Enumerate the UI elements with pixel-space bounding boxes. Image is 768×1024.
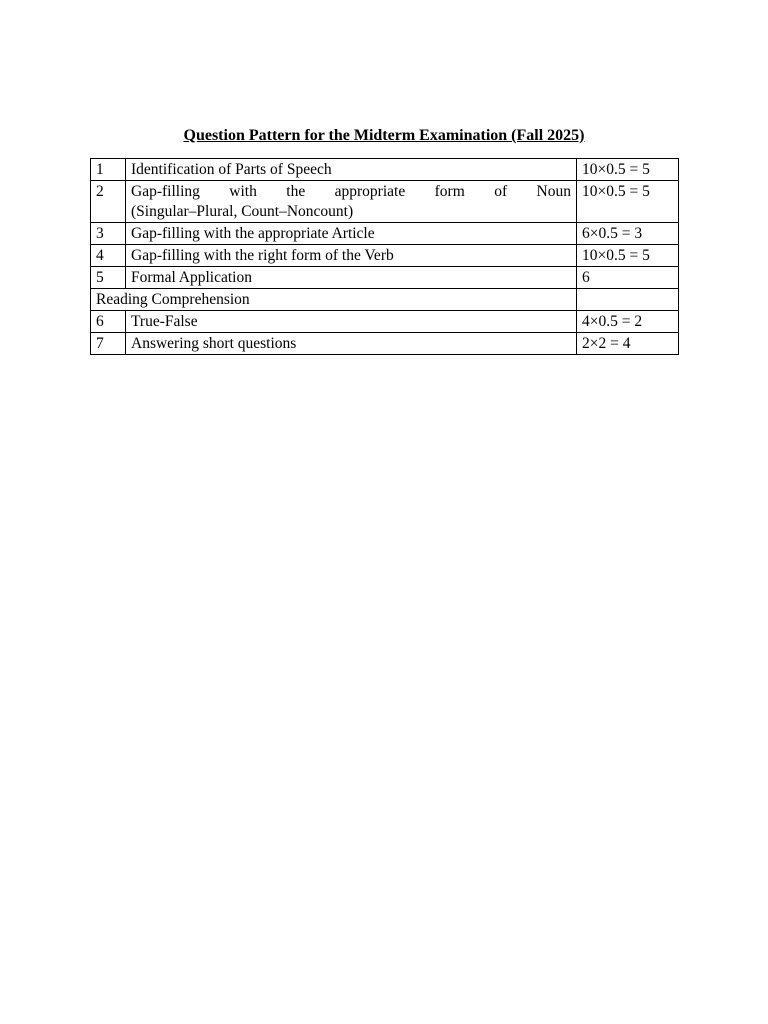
question-number: 1 [91, 159, 126, 181]
table-row [91, 267, 679, 289]
question-marks: 10×0.5 = 5 [577, 159, 679, 181]
question-marks: 6 [577, 267, 679, 289]
question-marks: 2×2 = 4 [577, 333, 679, 355]
question-pattern-table [90, 158, 679, 355]
question-marks: 10×0.5 = 5 [577, 245, 679, 267]
question-description: Gap-filling with the appropriate Article [126, 223, 577, 245]
question-description: Answering short questions [126, 333, 577, 355]
question-marks: 10×0.5 = 5 [577, 181, 679, 223]
question-description-line: Gap-filling with the appropriate form of Noun [131, 183, 571, 200]
table-row [91, 333, 679, 355]
question-number: 6 [91, 311, 126, 333]
table-row [91, 245, 679, 267]
question-description [126, 181, 577, 223]
page-title: Question Pattern for the Midterm Examination (Fall 2025) [183, 127, 585, 144]
table-row [91, 223, 679, 245]
table-row [91, 159, 679, 181]
question-number: 7 [91, 333, 126, 355]
question-description: Identification of Parts of Speech [126, 159, 577, 181]
question-description-line: (Singular–Plural, Count–Noncount) [131, 203, 354, 220]
section-label: Reading Comprehension [91, 289, 577, 311]
question-number: 3 [91, 223, 126, 245]
question-marks: 4×0.5 = 2 [577, 311, 679, 333]
question-number: 2 [91, 181, 126, 223]
question-description: Gap-filling with the right form of the Verb [126, 245, 577, 267]
question-description: Formal Application [126, 267, 577, 289]
table-row [91, 311, 679, 333]
section-marks [577, 289, 679, 311]
question-number: 5 [91, 267, 126, 289]
question-description: True-False [126, 311, 577, 333]
section-row [91, 289, 679, 311]
question-marks: 6×0.5 = 3 [577, 223, 679, 245]
question-number: 4 [91, 245, 126, 267]
table-row [91, 181, 679, 223]
